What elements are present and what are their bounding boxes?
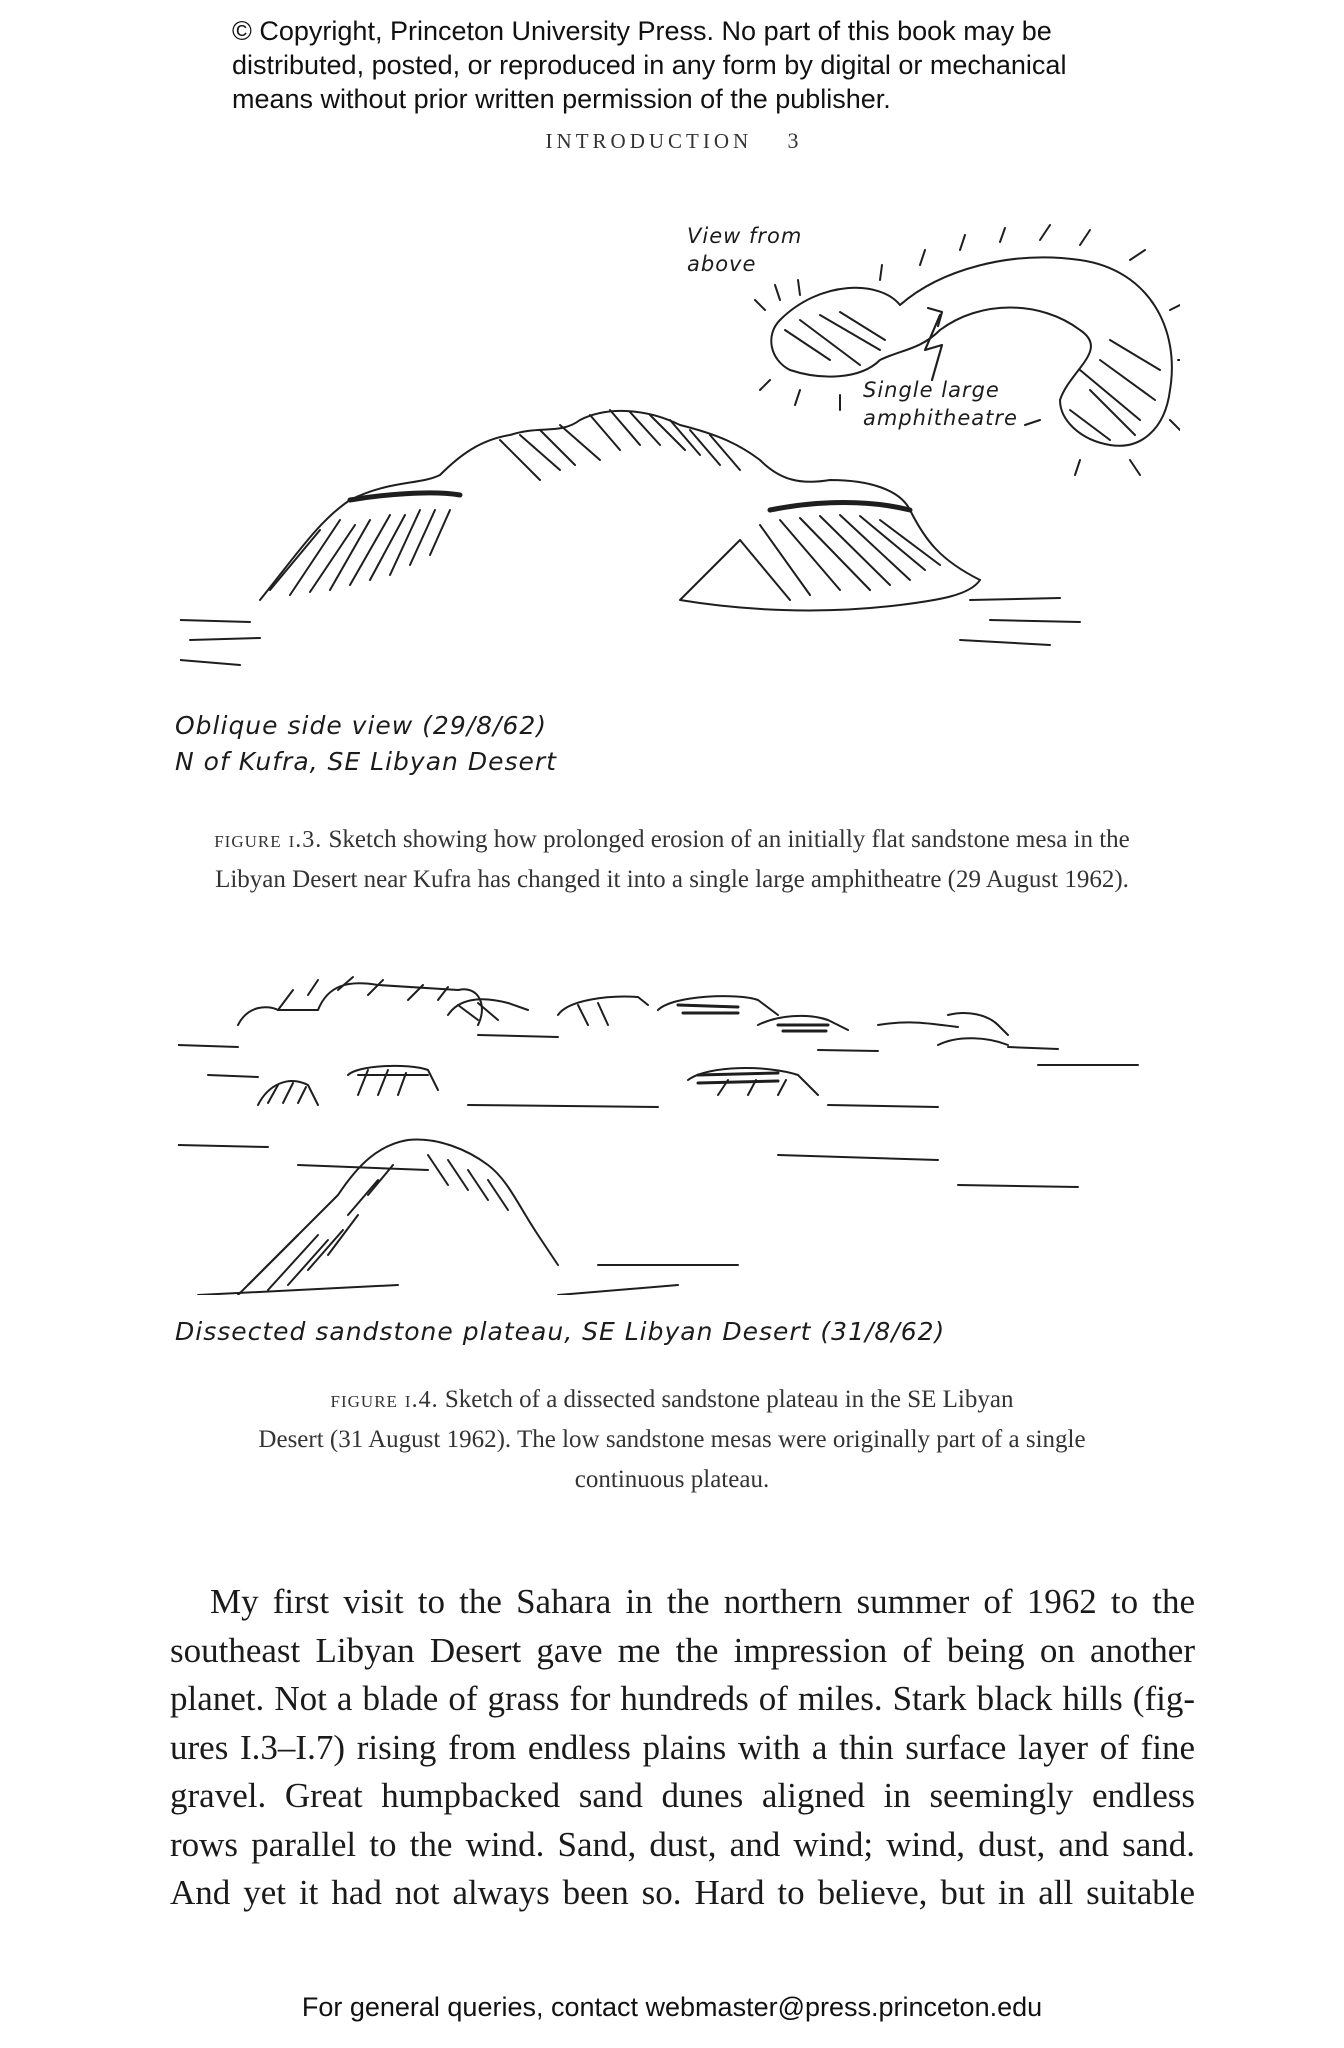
- copyright-line: © Copyright, Princeton University Press. No part of this book may be: [232, 16, 1052, 46]
- copyright-line: means without prior written permission of the publisher.: [232, 84, 891, 114]
- page-number: 3: [787, 128, 799, 153]
- copyright-line: distributed, posted, or reproduced in any form by digital or mechanical: [232, 50, 1067, 80]
- body-line: gravel. Great humpbacked sand dunes aligned in seemingly endless: [170, 1776, 1195, 1815]
- caption-line: continuous plateau.: [574, 1466, 770, 1493]
- footer-contact: For general queries, contact webmaster@press.princeton.edu: [301, 1992, 1043, 2022]
- caption-line: Libyan Desert near Kufra has changed it into a single large amphitheatre (29 August 1962).: [215, 866, 1129, 893]
- oblique-view-drawing: [180, 410, 1080, 665]
- single-large-amphitheatre-label: Single large amphitheatre: [863, 378, 1018, 430]
- amphitheatre-sketch-drawing: [180, 220, 1180, 720]
- caption-line: Sketch showing how prolonged erosion of an initially flat sandstone mesa in the: [328, 826, 1130, 853]
- running-head-title: INTRODUCTION: [545, 129, 753, 153]
- body-line: planet. Not a blade of grass for hundreds of miles. Stark black hills (fig-: [170, 1679, 1195, 1718]
- oblique-side-view-label: Oblique side view (29/8/62) N of Kufra, SE Libyan Desert: [175, 711, 557, 776]
- body-paragraph: [170, 1578, 1195, 1918]
- running-head: [0, 128, 1344, 154]
- body-line: And yet it had not always been so. Hard to believe, but in all suitable: [170, 1873, 1195, 1912]
- figure-1-4-sketch: [178, 965, 1178, 1295]
- figure-1-3-sketch: [180, 220, 1180, 720]
- dissected-plateau-label: Dissected sandstone plateau, SE Libyan Desert (31/8/62): [175, 1317, 946, 1346]
- figure-label: figure i.3.: [214, 827, 323, 853]
- figure-1-4-caption: [200, 1380, 1144, 1500]
- body-line: ures I.3–I.7) rising from endless plains with a thin surface layer of fine: [170, 1727, 1195, 1767]
- plan-view-drawing: [755, 225, 1180, 475]
- body-line: My first visit to the Sahara in the northern summer of 1962 to the: [210, 1582, 1195, 1621]
- dissected-plateau-sketch-drawing: [178, 965, 1178, 1295]
- view-from-above-label: View from above: [687, 224, 803, 276]
- body-line: rows parallel to the wind. Sand, dust, and wind; wind, dust, and sand.: [170, 1824, 1195, 1864]
- caption-line: Sketch of a dissected sandstone plateau in the SE Libyan: [444, 1386, 1014, 1413]
- caption-line: Desert (31 August 1962). The low sandstone mesas were originally part of a single: [258, 1426, 1086, 1453]
- figure-label: figure i.4.: [330, 1387, 439, 1413]
- figure-1-3-caption: [150, 820, 1194, 900]
- body-line: southeast Libyan Desert gave me the impression of being on another: [170, 1630, 1195, 1670]
- copyright-notice: [232, 14, 1192, 116]
